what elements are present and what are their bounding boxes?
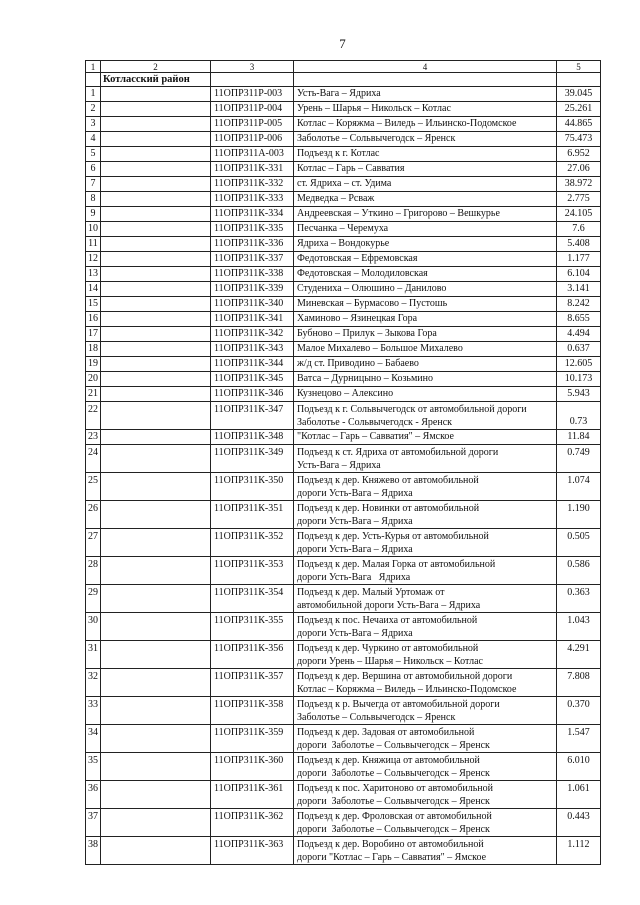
road-name-line: Песчанка – Черемуха [297,223,389,234]
road-code: 11ОПР311А-003 [211,147,294,162]
empty-cell [101,117,211,132]
road-name [294,147,557,162]
road-name-line: Федотовская – Ефремовская [297,253,418,264]
road-length: 10.173 [557,372,601,387]
row-number: 37 [86,809,101,837]
row-number: 25 [86,473,101,501]
empty-cell [101,312,211,327]
road-length: 5.943 [557,387,601,402]
table-row [86,357,601,372]
row-number: 1 [86,87,101,102]
road-length: 8.242 [557,297,601,312]
row-number: 24 [86,445,101,473]
road-name-line: Подъезд к дер. Малая Горка от автомобильной [297,559,496,570]
road-name-line: дороги Заболотье – Сольвычегодск – Яренск [297,740,490,751]
road-name-line: Заболотье – Сольвычегодск – Яренск [297,133,456,144]
table-row [86,87,601,102]
road-code: 11ОПР311К-333 [211,192,294,207]
road-code: 11ОПР311К-347 [211,402,294,430]
table-row [86,327,601,342]
table-row [86,117,601,132]
road-length: 2.775 [557,192,601,207]
table-row [86,177,601,192]
road-name-line: "Котлас – Гарь – Савватия" – Ямское [297,431,454,442]
road-name [294,402,557,430]
table-row [86,312,601,327]
road-length: 75.473 [557,132,601,147]
road-name-line: Усть-Вага – Ядриха [297,88,381,99]
road-length: 38.972 [557,177,601,192]
row-number: 38 [86,837,101,865]
row-number: 23 [86,430,101,445]
road-name-line: Котлас – Коряжма – Виледь – Ильинско-Подомское [297,684,517,695]
road-name-line: ст. Ядриха – ст. Удима [297,178,392,189]
road-name-line: дороги Заболотье – Сольвычегодск – Яренск [297,796,490,807]
road-name [294,837,557,865]
road-code: 11ОПР311К-334 [211,207,294,222]
road-code: 11ОПР311К-345 [211,372,294,387]
table-row [86,252,601,267]
road-name-line: Федотовская – Молодиловская [297,268,428,279]
table-row [86,725,601,753]
road-length: 0.443 [557,809,601,837]
road-name-line: Хаминово – Язинецкая Гора [297,313,418,324]
table-row [86,267,601,282]
road-name [294,267,557,282]
road-code: 11ОПР311К-361 [211,781,294,809]
road-code: 11ОПР311К-357 [211,669,294,697]
road-name-line: Бубново – Прилук – Зыкова Гора [297,328,437,339]
road-length: 25.261 [557,102,601,117]
road-name-line: Медведка – Рсваж [297,193,375,204]
empty-cell [101,641,211,669]
road-length: 24.105 [557,207,601,222]
table-row [86,837,601,865]
table-row [86,669,601,697]
road-code: 11ОПР311К-363 [211,837,294,865]
road-name-line: Ватса – Дурницыно – Козьмино [297,373,434,384]
road-length: 8.655 [557,312,601,327]
table-row [86,102,601,117]
table-row [86,387,601,402]
empty-cell [101,809,211,837]
road-name-line: Подъезд к г. Котлас [297,148,380,159]
road-name [294,132,557,147]
road-name-line: Заболотье – Сольвычегодск – Яренск [297,712,456,723]
table-row [86,132,601,147]
road-name-line: Ядриха – Вондокурье [297,238,390,249]
table-row [86,162,601,177]
table-row [86,613,601,641]
road-name [294,177,557,192]
district-name: Котласский район [101,73,211,87]
road-name [294,501,557,529]
page-number: 7 [339,36,346,51]
column-number: 1 [86,61,101,73]
row-number: 32 [86,669,101,697]
empty-cell [101,222,211,237]
row-number: 15 [86,297,101,312]
road-code: 11ОПР311К-362 [211,809,294,837]
row-number: 26 [86,501,101,529]
road-length: 1.112 [557,837,601,865]
table-row [86,445,601,473]
empty-cell [101,430,211,445]
empty-cell [101,177,211,192]
road-name-line: Малое Михалево – Большое Михалево [297,343,463,354]
road-code: 11ОПР311К-354 [211,585,294,613]
road-name-line: Подъезд к дер. Малый Уртомаж от [297,587,445,598]
road-length: 7.6 [557,222,601,237]
empty-cell [101,102,211,117]
table-row [86,585,601,613]
empty-cell [101,725,211,753]
road-length: 44.865 [557,117,601,132]
table-row [86,192,601,207]
road-name [294,87,557,102]
road-name-line: Подъезд к дер. Чуркино от автомобильной [297,643,479,654]
road-code: 11ОПР311К-331 [211,162,294,177]
road-code: 11ОПР311К-344 [211,357,294,372]
row-number: 33 [86,697,101,725]
row-number: 6 [86,162,101,177]
road-code: 11ОПР311К-350 [211,473,294,501]
road-code: 11ОПР311К-340 [211,297,294,312]
column-number: 2 [101,61,211,73]
empty-cell [101,613,211,641]
road-code: 11ОПР311К-353 [211,557,294,585]
road-name-line: дороги Усть-Вага – Ядриха [297,544,413,555]
row-number: 16 [86,312,101,327]
district-row [86,73,601,87]
road-name-line: дороги Заболотье – Сольвычегодск – Яренск [297,824,490,835]
table-row [86,342,601,357]
road-name-line: дороги Усть-Вага Ядриха [297,572,411,583]
road-name [294,192,557,207]
road-length: 3.141 [557,282,601,297]
empty-cell [101,697,211,725]
table-row [86,641,601,669]
road-length: 1.043 [557,613,601,641]
empty-cell [101,473,211,501]
road-name-line: Подъезд к дер. Задовая от автомобильной [297,727,475,738]
road-length: 0.363 [557,585,601,613]
row-number: 8 [86,192,101,207]
row-number: 19 [86,357,101,372]
table-row [86,402,601,430]
road-name-line: дороги "Котлас – Гарь – Савватия" – Ямское [297,852,487,863]
road-name [294,585,557,613]
road-name-line: Подъезд к пос. Нечаиха от автомобильной [297,615,478,626]
road-length: 5.408 [557,237,601,252]
road-length: 7.808 [557,669,601,697]
road-code: 11ОПР311К-343 [211,342,294,357]
empty-cell [101,557,211,585]
road-name-line: Подъезд к дер. Фроловская от автомобильной [297,811,492,822]
row-number: 14 [86,282,101,297]
road-code: 11ОПР311К-356 [211,641,294,669]
row-number: 11 [86,237,101,252]
empty-cell [101,237,211,252]
road-name [294,669,557,697]
table-row [86,372,601,387]
road-name-line: Студениха – Олюшино – Данилово [297,283,447,294]
road-name [294,641,557,669]
row-number: 21 [86,387,101,402]
road-code: 11ОПР311К-337 [211,252,294,267]
road-name [294,222,557,237]
road-name [294,697,557,725]
road-name [294,237,557,252]
empty-cell [101,132,211,147]
road-name [294,725,557,753]
road-name [294,613,557,641]
road-code: 11ОПР311К-352 [211,529,294,557]
empty-cell [101,501,211,529]
row-number: 9 [86,207,101,222]
road-name [294,557,557,585]
road-name [294,753,557,781]
road-name-line: Подъезд к дер. Воробино от автомобильной [297,839,484,850]
road-code: 11ОПР311Р-004 [211,102,294,117]
road-length: 1.061 [557,781,601,809]
road-name [294,102,557,117]
road-length: 1.190 [557,501,601,529]
row-number: 22 [86,402,101,430]
table-row [86,207,601,222]
table-row [86,529,601,557]
road-code: 11ОПР311К-360 [211,753,294,781]
empty-cell [101,162,211,177]
road-length: 0.73 [557,402,601,430]
table-row [86,473,601,501]
road-name-line: Подъезд к дер. Новинки от автомобильной [297,503,480,514]
road-length: 12.605 [557,357,601,372]
table-row [86,297,601,312]
road-name [294,312,557,327]
empty-cell [101,357,211,372]
empty-cell [294,73,557,87]
road-name-line: дороги Усть-Вага – Ядриха [297,628,413,639]
table-row [86,237,601,252]
road-code: 11ОПР311К-359 [211,725,294,753]
road-name-line: Усть-Вага – Ядриха [297,460,381,471]
empty-cell [101,252,211,267]
road-code: 11ОПР311К-341 [211,312,294,327]
table-row [86,430,601,445]
road-name-line: Миневская – Бурмасово – Пустошь [297,298,448,309]
road-length: 0.586 [557,557,601,585]
row-number: 3 [86,117,101,132]
road-length: 0.749 [557,445,601,473]
empty-cell [101,207,211,222]
table-row [86,282,601,297]
road-code: 11ОПР311К-336 [211,237,294,252]
road-name [294,207,557,222]
road-length: 4.291 [557,641,601,669]
road-name [294,372,557,387]
empty-cell [86,73,101,87]
road-name-line: Подъезд к г. Сольвычегодск от автомобильной дороги [297,404,527,415]
row-number: 29 [86,585,101,613]
road-code: 11ОПР311К-339 [211,282,294,297]
row-number: 5 [86,147,101,162]
row-number: 36 [86,781,101,809]
road-code: 11ОПР311К-338 [211,267,294,282]
road-name-line: Подъезд к дер. Усть-Курья от автомобильной [297,531,489,542]
road-name-line: дороги Усть-Вага – Ядриха [297,516,413,527]
road-name-line: автомобильной дороги Усть-Вага – Ядриха [297,600,481,611]
road-name-line: ж/д ст. Приводино – Бабаево [297,358,419,369]
road-name-line: Подъезд к ст. Ядриха от автомобильной дороги [297,447,499,458]
road-length: 6.104 [557,267,601,282]
road-length: 1.074 [557,473,601,501]
row-number: 31 [86,641,101,669]
empty-cell [101,402,211,430]
empty-cell [101,267,211,282]
empty-cell [101,781,211,809]
road-name-line: Урень – Шарья – Никольск – Котлас [297,103,451,114]
road-name [294,297,557,312]
road-name [294,282,557,297]
table-row [86,557,601,585]
table-row [86,147,601,162]
empty-cell [101,327,211,342]
road-code: 11ОПР311К-346 [211,387,294,402]
road-name-line: Подъезд к р. Вычегда от автомобильной дороги [297,699,500,710]
empty-cell [101,372,211,387]
road-name-line: Котлас – Гарь – Савватия [297,163,405,174]
empty-cell [557,73,601,87]
empty-cell [101,669,211,697]
table-row [86,697,601,725]
road-length: 1.177 [557,252,601,267]
empty-cell [211,73,294,87]
row-number: 20 [86,372,101,387]
road-length: 0.370 [557,697,601,725]
road-code: 11ОПР311К-355 [211,613,294,641]
road-name [294,342,557,357]
column-number: 5 [557,61,601,73]
row-number: 12 [86,252,101,267]
road-name-line: дороги Урень – Шарья – Никольск – Котлас [297,656,483,667]
row-number: 10 [86,222,101,237]
column-number: 4 [294,61,557,73]
empty-cell [101,147,211,162]
road-code: 11ОПР311К-349 [211,445,294,473]
road-name-line: дороги Заболотье – Сольвычегодск – Яренск [297,768,490,779]
road-length: 6.952 [557,147,601,162]
road-code: 11ОПР311Р-006 [211,132,294,147]
road-code: 11ОПР311К-335 [211,222,294,237]
road-code: 11ОПР311К-351 [211,501,294,529]
empty-cell [101,282,211,297]
road-length: 11.84 [557,430,601,445]
road-length: 39.045 [557,87,601,102]
row-number: 4 [86,132,101,147]
road-name [294,529,557,557]
road-name [294,252,557,267]
row-number: 2 [86,102,101,117]
road-code: 11ОПР311К-342 [211,327,294,342]
row-number: 34 [86,725,101,753]
empty-cell [101,585,211,613]
road-length: 4.494 [557,327,601,342]
road-code: 11ОПР311Р-003 [211,87,294,102]
road-name [294,809,557,837]
road-name [294,445,557,473]
row-number: 17 [86,327,101,342]
row-number: 30 [86,613,101,641]
empty-cell [101,445,211,473]
roads-table [85,60,601,865]
road-length: 1.547 [557,725,601,753]
road-code: 11ОПР311К-348 [211,430,294,445]
row-number: 13 [86,267,101,282]
empty-cell [101,192,211,207]
row-number: 28 [86,557,101,585]
road-length: 0.505 [557,529,601,557]
column-number-row [86,61,601,73]
table-row [86,753,601,781]
column-number: 3 [211,61,294,73]
row-number: 35 [86,753,101,781]
road-name [294,327,557,342]
empty-cell [101,87,211,102]
road-name-line: Кузнецово – Алексино [297,388,394,399]
road-name-line: Андреевская – Уткино – Григорово – Вешкурье [297,208,500,219]
road-code: 11ОПР311К-332 [211,177,294,192]
table-body [86,73,601,865]
road-name-line: Подъезд к дер. Княжица от автомобильной [297,755,480,766]
road-name [294,117,557,132]
empty-cell [101,297,211,312]
road-code: 11ОПР311Р-005 [211,117,294,132]
road-name-line: Подъезд к дер. Вершина от автомобильной дороги [297,671,513,682]
row-number: 18 [86,342,101,357]
road-name-line: Заболотье - Сольвычегодск - Яренск [297,417,452,428]
road-length: 27.06 [557,162,601,177]
road-name [294,357,557,372]
road-name-line: Подъезд к дер. Княжево от автомобильной [297,475,479,486]
road-length: 6.010 [557,753,601,781]
empty-cell [101,837,211,865]
road-name-line: Котлас – Коряжма – Виледь – Ильинско-Подомское [297,118,517,129]
road-name [294,781,557,809]
road-name [294,162,557,177]
road-name-line: дороги Усть-Вага – Ядриха [297,488,413,499]
table-row [86,809,601,837]
road-name [294,387,557,402]
road-name [294,430,557,445]
road-length: 0.637 [557,342,601,357]
table-row [86,222,601,237]
road-name-line: Подъезд к пос. Харитоново от автомобильной [297,783,493,794]
empty-cell [101,342,211,357]
road-code: 11ОПР311К-358 [211,697,294,725]
empty-cell [101,529,211,557]
empty-cell [101,753,211,781]
table-row [86,501,601,529]
road-name [294,473,557,501]
row-number: 27 [86,529,101,557]
empty-cell [101,387,211,402]
table-row [86,781,601,809]
row-number: 7 [86,177,101,192]
